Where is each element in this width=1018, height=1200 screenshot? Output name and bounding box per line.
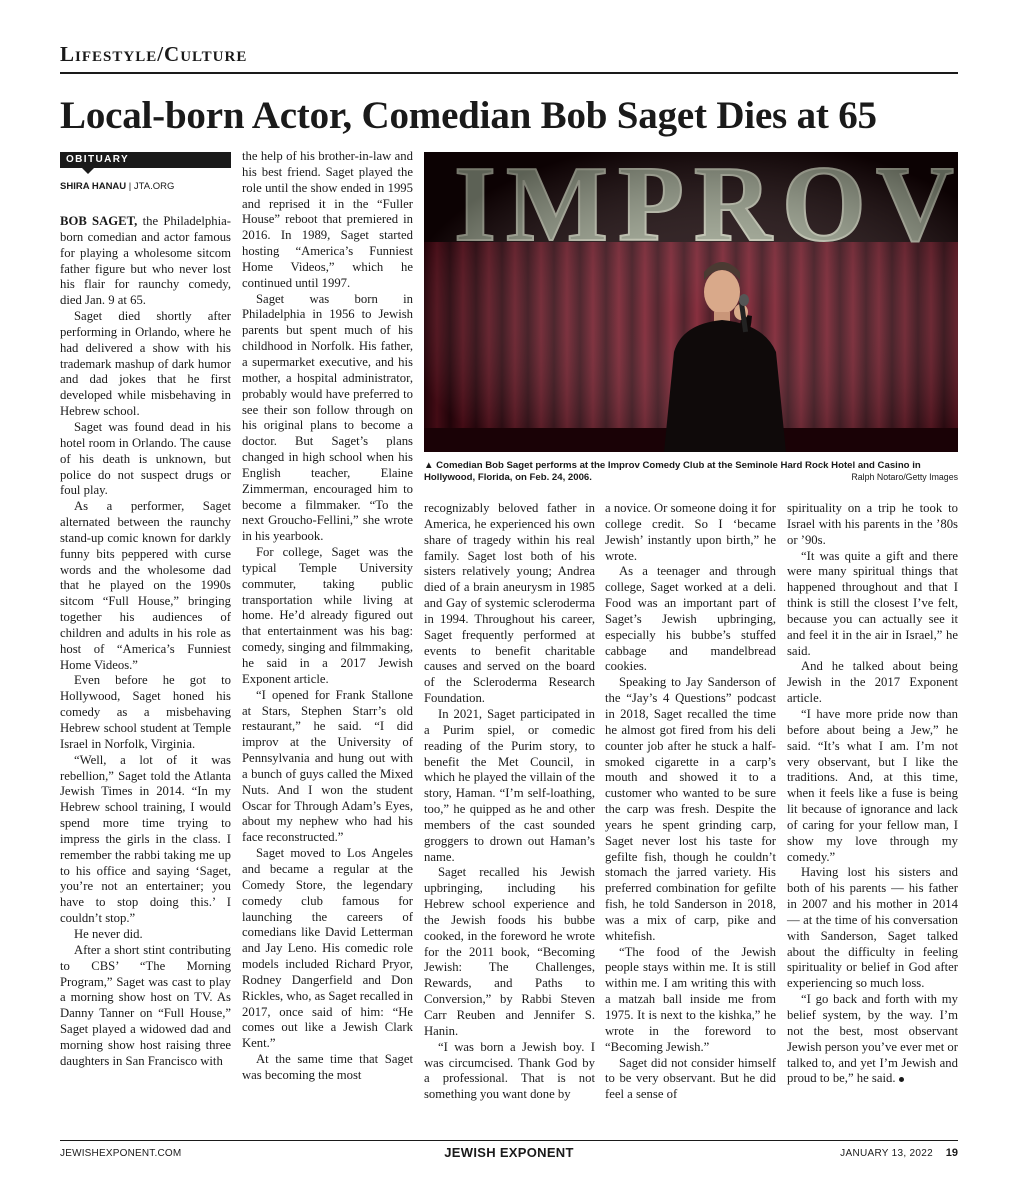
paragraph: After a short stint contributing to CBS’ “The Morning Program,” Saget was cast to play a morning show host on TV. As Danny Tanner on “Full House,” Saget played a widowed dad and morning show host raising three daughters in San Francisco with (60, 942, 231, 1068)
paragraph: Having lost his sisters and both of his parents — his father in 2007 and his mother in 2014 — at the time of his conversation with Sanderson, Saget talked about the difficulty in feeling spirituality or belief in God after experiencing so much loss. (787, 865, 958, 991)
paragraph: recognizably beloved father in America, he experienced his own share of tragedy within his real family. Saget lost both of his sisters relatively young; Andrea died of a brain aneurysm in 1985 and Gay of systemic scleroderma in 1994. Throughout his career, Saget frequently performed at events to benefit charitable causes and served on the board of the Scleroderma Research Foundation. (424, 501, 595, 706)
paragraph: At the same time that Saget was becoming the most (242, 1052, 413, 1082)
article-column-4 (605, 501, 776, 1103)
paragraph: the help of his brother-in-law and his best friend. Saget played the role until the show ended in 1995 and reprised it in the “Fuller House” reboot that premiered in 2016. In 1989, Saget started hosting “America’s Funniest Home Videos,” which he continued until 1997. (242, 149, 413, 290)
paragraph: Speaking to Jay Sanderson of the “Jay’s 4 Questions” podcast in 2018, Saget recalled the time he almost got fired from his deli counter job after he stuck a half-smoked cigarette in a carp’s mouth and showed it to a customer who wanted to be sure the carp was fresh. Despite the years he spent grinding carp, Saget never lost his taste for gefilte fish, though he couldn’t stomach the jarred variety. His preferred combination for gefilte fish, he told Sanderson in 2018, was a mix of carp, pike and whitefish. (605, 675, 776, 943)
paragraph: Saget was born in Philadelphia in 1956 to Jewish parents but spent much of his childhood in Norfolk. His father, a supermarket executive, and his mother, a hospital administrator, probably would have preferred to see their son follow through on his original plans to become a doctor. But Saget’s plans changed in high school when his English teacher, Elaine Zimmerman, encouraged him to become a filmmaker. “To the next Groucho-Fellini,” she wrote in his yearbook. (242, 291, 413, 544)
photo-illustration (424, 152, 958, 452)
obituary-tag-label: OBITUARY (66, 154, 130, 165)
article-column-3 (424, 501, 595, 1103)
paragraph: “I have more pride now than before about being a Jew,” he said. “It’s what I am. I’m not very observant, but I like the traditions. And, at this time, when it feels like a fuse is being lit because of ignorance and lack of caring for your fellow man, I show my love through my comedy.” (787, 706, 958, 864)
paragraph: In 2021, Saget participated in a Purim spiel, or comedic reading of the Purim story, to benefit the Met Council, in which he played the villain of the story, Haman. “I’m self-loathing, too,” he quipped as he and other members of the cast sounded groggers to drown out Haman’s name. (424, 706, 595, 864)
paragraph: “I was born a Jewish boy. I was circumcised. Thank God by a professional. That is not something you want done by (424, 1039, 595, 1102)
end-mark-icon (899, 1077, 904, 1082)
obituary-tag (60, 152, 231, 168)
paragraph: “The food of the Jewish people stays within me. It is still within me. I am writing this with a matzah ball inside me from 1975. It is next to the kishka,” he wrote in the foreword to “Becoming Jewish.” (605, 944, 776, 1054)
caption-text: Comedian Bob Saget performs at the Improv Comedy Club at the Seminole Hard Rock Hotel and Casino in Hollywood, Florida, on Feb. 24, 2006. (424, 460, 921, 483)
article-photo (424, 152, 958, 452)
article-column-2 (242, 149, 413, 1084)
paragraph: And he talked about being Jewish in the 2017 Exponent article. (787, 659, 958, 706)
column-1-text (60, 214, 231, 1070)
footer-url: JEWISHEXPONENT.COM (60, 1148, 182, 1159)
headline: Local-born Actor, Comedian Bob Saget Dies at 65 (60, 94, 877, 137)
final-paragraph-text: “I go back and forth with my belief system, by the way. I’m not the best, most observant Jewish person you’ve ever met or talked to, and yet I’m Jewish and proud to be,” he said. (787, 992, 958, 1086)
paragraph: For college, Saget was the typical Temple University commuter, taking public transportation while living at home. He’d already figured out that entertainment was his bag: comedy, singing and filmmaking, he said in a 2017 Jewish Exponent article. (242, 545, 413, 686)
paragraph: Saget recalled his Jewish upbringing, including his Hebrew school experience and the Jewish foods his bubbe cooked, in the foreword he wrote for the 2011 book, “Becoming Jewish: The Challenges, Rewards, and Paths to Conversion,” by Rabbi Steven Carr Reuben and Jennifer S. Hanin. (424, 865, 595, 1038)
byline: SHIRA HANAU | JTA.ORG (60, 181, 175, 192)
footer-rule (60, 1140, 958, 1141)
paragraph: Saget did not consider himself to be very observant. But he did feel a sense of (605, 1055, 776, 1102)
paragraph: As a performer, Saget alternated between the raunchy stand-up comic known for darkly funny bits peppered with curse words and the wholesome dad that he played on the 1990s sitcom “Full House,” bringing together his audiences of children and adults in his role as host of “America’s Funniest Home Videos.” (60, 499, 231, 672)
caption-triangle-icon: ▲ (424, 460, 434, 471)
paragraph: spirituality on a trip he took to Israel with his parents in the ’80s or ’90s. (787, 501, 958, 547)
paragraph: Saget moved to Los Angeles and became a regular at the Comedy Store, the legendary comedy club famous for launching the careers of comedians like David Letterman and Jay Leno. His comedic role models included Richard Pryor, Rodney Dangerfield and Don Rickles, who, as Saget recalled in 2017, once said of him: “He comes out like a Jewish Clark Kent.” (242, 846, 413, 1051)
footer-date: JANUARY 13, 2022 (840, 1148, 933, 1159)
top-rule (60, 72, 958, 74)
lead-text: the Philadelphia-born comedian and actor famous for playing a wholesome sitcom father figure but who never lost his flair for raunchy comedy, died Jan. 9 at 65. (60, 214, 231, 308)
paragraph: “I opened for Frank Stallone at Stars, Stephen Starr’s old restaurant,” he said. “I did improv at the University of Pennsylvania and hung out with a bunch of guys called the Mixed Nuts. And I won the student Oscar for Through Adam’s Eyes, about my nephew who had his face reconstructed.” (242, 687, 413, 845)
photo-credit: Ralph Notaro/Getty Images (851, 472, 958, 482)
paragraph: He never did. (74, 926, 143, 941)
page-number: 19 (945, 1147, 958, 1159)
paragraph: Saget was found dead in his hotel room in Orlando. The cause of his death is unknown, but police do not suspect drugs or foul play. (60, 419, 231, 498)
section-label: Lifestyle/Culture (60, 42, 248, 66)
final-paragraph (787, 992, 958, 1087)
paragraph: “Well, a lot of it was rebellion,” Saget told the Atlanta Jewish Times in 2014. “In my Hebrew school training, I would spend more time trying to impress the girls in the class. I remember the rabbi taking me up to his office and saying ‘Saget, you’re not an entertainer; you have to stop doing this.’ I couldn’t stop.” (60, 752, 231, 926)
lead-paragraph (60, 214, 231, 309)
byline-author: SHIRA HANAU (60, 181, 127, 192)
paragraph: a novice. Or someone doing it for college credit. So I ‘became Jewish’ instantly upon birth,” he wrote. (605, 501, 776, 563)
article-column-1 (60, 152, 231, 1070)
lead-name: BOB SAGET, (60, 214, 138, 228)
paragraph: Even before he got to Hollywood, Saget honed his comedy as a misbehaving Hebrew school student at Temple Israel in Norfolk, Virginia. (60, 673, 231, 751)
paragraph: Saget died shortly after performing in Orlando, where he had delivered a show with his trademark mashup of dark humor and dad jokes that he first developed while misbehaving in Hebrew school. (60, 309, 231, 419)
tag-pointer-icon (82, 168, 94, 174)
footer-publication: JEWISH EXPONENT (444, 1145, 574, 1160)
article-column-5 (787, 501, 958, 1087)
paragraph: As a teenager and through college, Saget worked at a deli. Food was an important part of Saget’s Jewish upbringing, especially his bubbe’s stuffed cabbage and mandelbread cookies. (605, 564, 776, 674)
paragraph: “It was quite a gift and there were many spiritual things that happened throughout and that I think is still the closest I’ve felt, because you can actually see it and feel it in the air in Israel,” he said. (787, 548, 958, 658)
byline-source: JTA.ORG (133, 181, 175, 192)
